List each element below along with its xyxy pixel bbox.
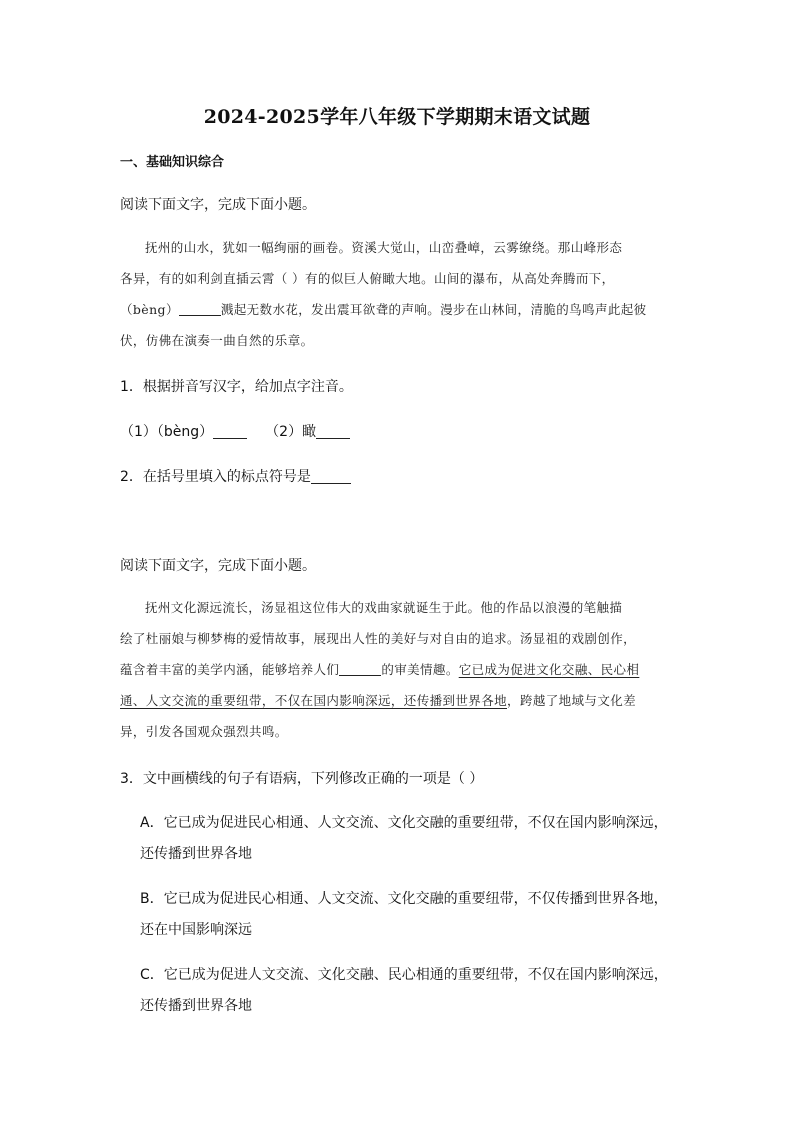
passage1-line: 抚州的山水，犹如一幅绚丽的画卷。资溪大觉山，山峦叠嶂，云雾缭绕。那山峰形态 — [145, 240, 623, 255]
fill-blank[interactable] — [179, 301, 221, 316]
fill-blank[interactable] — [339, 661, 381, 676]
option-text: C．它已成为促进人文交流、文化交融、民心相通的重要纽带，不仅在国内影响深远， — [140, 967, 668, 983]
option-text: A．它已成为促进民心相通、人文交流、文化交融的重要纽带，不仅在国内影响深远， — [140, 815, 668, 831]
answer-blank[interactable] — [311, 468, 351, 484]
page-title: 2024-2025学年八年级下学期期末语文试题 — [203, 106, 591, 128]
passage2-line: 绘了杜丽娘与柳梦梅的爱情故事，展现出人性的美好与对自由的追求。汤显祖的戏剧创作， — [120, 631, 637, 646]
underlined-sentence: 通、人文交流的重要纽带，不仅在国内影响深远，还传播到世界各地 — [120, 693, 508, 708]
passage1-line: 伏，仿佛在演奏一曲自然的乐章。 — [120, 333, 314, 348]
answer-blank[interactable] — [213, 423, 247, 439]
option-text: 还在中国影响深远 — [140, 922, 252, 938]
passage1-line: （bèng） 溅起无数水花，发出震耳欲聋的声响。漫步在山林间，清脆的鸟鸣声此起彼 — [120, 302, 647, 317]
option-c[interactable] — [140, 960, 700, 1022]
passage1-line: 各异，有的如利剑直插云霄（ ）有的似巨人俯瞰大地。山间的瀑布，从高处奔腾而下， — [120, 271, 615, 286]
passage2-instruction: 阅读下面文字，完成下面小题。 — [120, 558, 316, 574]
passage2-line: 异，引发各国观众强烈共鸣。 — [120, 724, 288, 739]
option-b[interactable] — [140, 884, 700, 946]
passage1 — [120, 232, 680, 356]
passage2 — [120, 592, 680, 747]
passage2-line: 蕴含着丰富的美学内涵，能够培养人们 的审美情趣。它已成为促进文化交融、民心相 — [120, 662, 640, 677]
passage1-instruction: 阅读下面文字，完成下面小题。 — [120, 197, 316, 213]
question-3: 3．文中画横线的句子有语病，下列修改正确的一项是（ ） — [120, 771, 484, 787]
answer-blank[interactable] — [316, 423, 350, 439]
question-1: 1．根据拼音写汉字，给加点字注音。 — [120, 379, 353, 395]
option-text: 还传播到世界各地 — [140, 846, 252, 862]
q1-item-2-label: （2）瞰 — [265, 424, 317, 440]
passage2-line: 抚州文化源远流长，汤显祖这位伟大的戏曲家就诞生于此。他的作品以浪漫的笔触描 — [145, 600, 623, 615]
passage2-line: 通、人文交流的重要纽带，不仅在国内影响深远，还传播到世界各地，跨越了地域与文化差 — [120, 693, 637, 708]
section-heading: 一、基础知识综合 — [120, 155, 225, 170]
question-2: 2．在括号里填入的标点符号是 — [120, 466, 351, 488]
option-a[interactable] — [140, 808, 700, 870]
q1-item-1-label: （1）（bèng） — [120, 424, 214, 440]
option-text: 还传播到世界各地 — [140, 998, 252, 1014]
underlined-sentence: 它已成为促进文化交融、民心相 — [458, 662, 640, 677]
question-1-items — [120, 421, 350, 443]
option-text: B．它已成为促进民心相通、人文交流、文化交融的重要纽带，不仅传播到世界各地， — [140, 891, 668, 907]
pinyin-prompt: （bèng） — [120, 302, 179, 317]
